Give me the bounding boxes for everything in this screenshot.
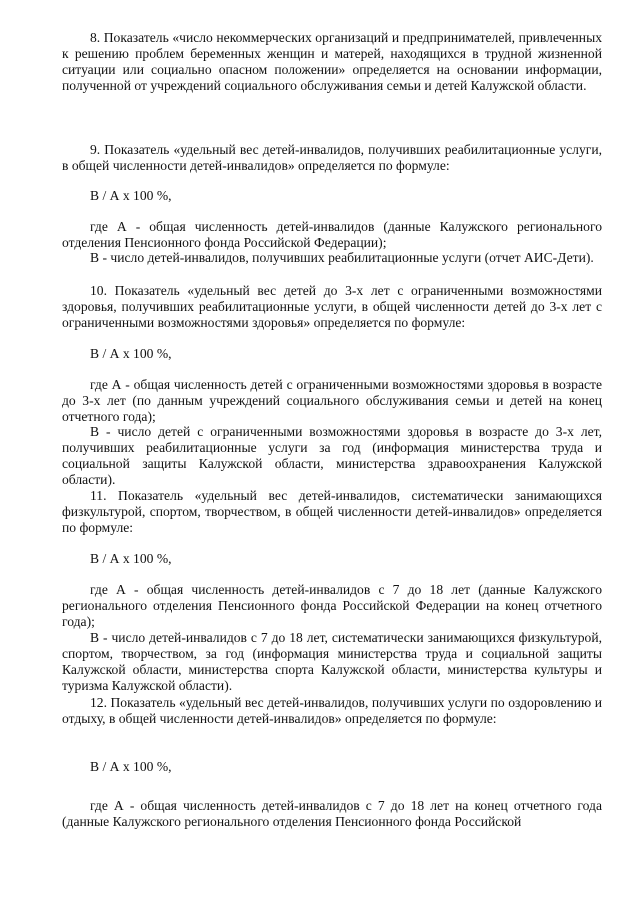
paragraph-10: 10. Показатель «удельный вес детей до 3-х лет с ограниченными возможностями здоровья, получивших реабилитационные услуги, в общей численности детей до 3-х лет с ограниченными возможностями здоровья» определяется по формуле: [62, 283, 602, 330]
paragraph-12: 12. Показатель «удельный вес детей-инвалидов, получивших услуги по оздоровлению и отдыху, в общей численности детей-инвалидов» определяется по формуле: [62, 695, 602, 726]
paragraph-10-where-a: где А - общая численность детей с ограниченными возможностями здоровья в возрасте до 3-х лет (по данным учреждений социального обслуживания семьи и детей на конец отчетного года); [62, 377, 602, 424]
formula-1: В / А х 100 %, [90, 188, 172, 203]
paragraph-10-where-b: В - число детей с ограниченными возможностями здоровья в возрасте до 3-х лет, получивших реабилитационные услуги за год (информация министерства труда и социальной защиты Калужской области, министерства здравоохранения Калужской области). [62, 424, 602, 487]
paragraph-12-where-a: где А - общая численность детей-инвалидов с 7 до 18 лет на конец отчетного года (данные Калужского регионального отделения Пенсионного фонда Российской [62, 798, 602, 829]
formula-4: В / А х 100 %, [90, 759, 172, 774]
formula-3: В / А х 100 %, [90, 551, 172, 566]
paragraph-11-where-b: В - число детей-инвалидов с 7 до 18 лет, систематически занимающихся физкультурой, спортом, творчеством, за год (информация министерства труда и социальной защиты Калужской области, министерства спорта Калужской области, министерства культуры и туризма Калужской области). [62, 630, 602, 693]
paragraph-9: 9. Показатель «удельный вес детей-инвалидов, получивших реабилитационные услуги, в общей численности детей-инвалидов» определяется по формуле: [62, 142, 602, 173]
formula-2: В / А х 100 %, [90, 346, 172, 361]
paragraph-8: 8. Показатель «число некоммерческих организаций и предпринимателей, привлеченных к решению проблем беременных женщин и матерей, находящихся в трудной жизненной ситуации или социально опасном положении» определяется на основании информации, полученной от учреждений социального обслуживания семьи и детей Калужской области. [62, 30, 602, 93]
paragraph-11-where-a: где А - общая численность детей-инвалидов с 7 до 18 лет (данные Калужского регионального отделения Пенсионного фонда Российской Федерации на конец отчетного года); [62, 582, 602, 629]
paragraph-9-where-b: В - число детей-инвалидов, получивших реабилитационные услуги (отчет АИС-Дети). [90, 250, 594, 265]
paragraph-11: 11. Показатель «удельный вес детей-инвалидов, систематически занимающихся физкультурой, спортом, творчеством, в общей численности детей-инвалидов» определяется по формуле: [62, 488, 602, 535]
paragraph-9-where-a: где А - общая численность детей-инвалидов (данные Калужского регионального отделения Пенсионного фонда Российской Федерации); [62, 219, 602, 250]
